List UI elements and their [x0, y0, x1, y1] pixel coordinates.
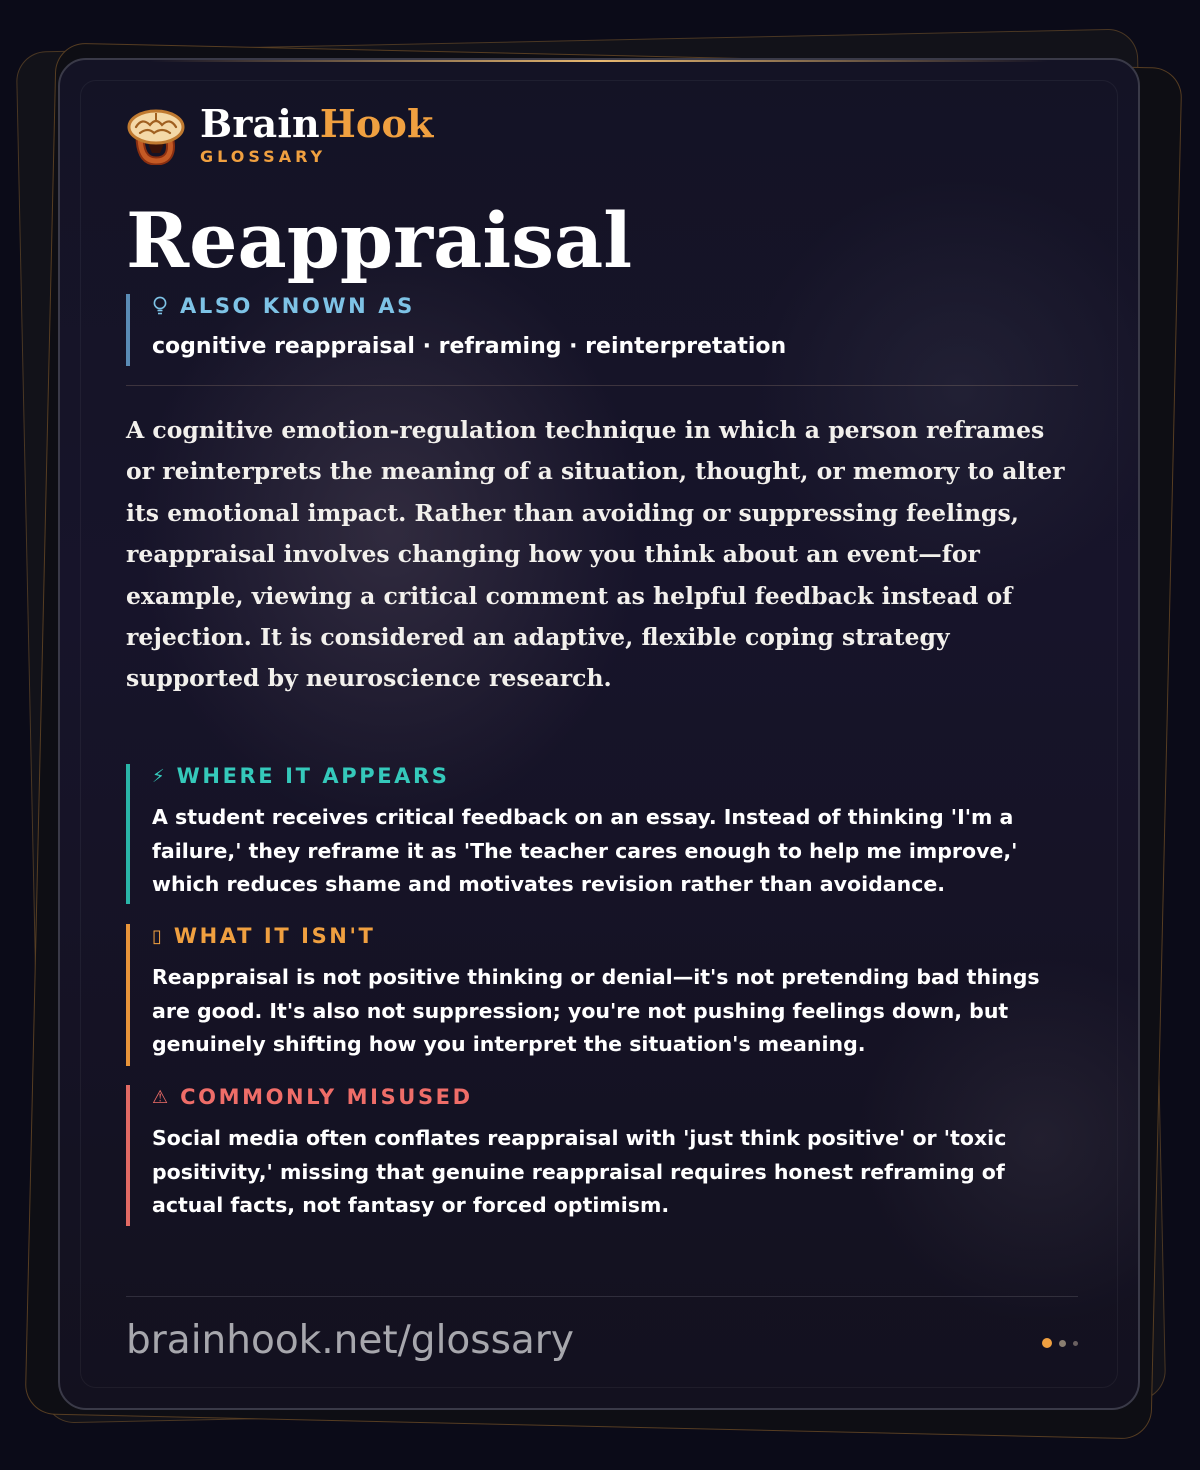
what-it-isnt-heading: WHAT IT ISN'T	[173, 924, 376, 948]
commonly-misused-section	[126, 1085, 1078, 1226]
brand-header	[126, 101, 434, 166]
pager-dot-active[interactable]	[1042, 1338, 1052, 1348]
what-it-isnt-section	[126, 924, 1078, 1066]
where-it-appears-heading: WHERE IT APPEARS	[176, 764, 450, 788]
brand-subtitle: GLOSSARY	[200, 147, 327, 166]
brand-name-part2: Hook	[319, 101, 434, 146]
lightning-icon: ⚡	[152, 765, 165, 787]
pager-dot[interactable]	[1059, 1340, 1066, 1347]
warning-icon: ⚠	[152, 1086, 169, 1108]
footer-url[interactable]: brainhook.net/glossary	[126, 1318, 574, 1363]
pager-dots	[1035, 1338, 1078, 1348]
definition-text: A cognitive emotion-regulation technique in which a person reframes or reinterprets the meaning of a situation, thought, or memory to alter its emotional impact. Rather than avoiding or suppressing feelings, reappraisal involves changing how you think about an event—for example, viewing a critical comment as helpful feedback instead of rejection. It is considered an adaptive, flexible coping strategy supported by neuroscience research.	[126, 416, 1065, 693]
also-known-as-heading: ALSO KNOWN AS	[180, 294, 415, 318]
footer-divider	[126, 1296, 1078, 1297]
brand-name	[200, 101, 434, 146]
section-divider	[126, 385, 1078, 386]
glossary-term: Reappraisal	[126, 196, 633, 285]
also-known-as-section	[126, 294, 786, 366]
missing-glyph-icon: ▯	[152, 925, 162, 947]
pager-dot[interactable]	[1073, 1341, 1078, 1346]
glossary-card	[58, 58, 1140, 1410]
where-it-appears-text: A student receives critical feedback on an essay. Instead of thinking 'I'm a failure,' they reframe it as 'The teacher cares enough to help me improve,' which reduces shame and motivates revision rather than avoidance.	[152, 805, 1018, 896]
what-it-isnt-heading-row	[152, 924, 1078, 948]
commonly-misused-heading: COMMONLY MISUSED	[180, 1085, 473, 1109]
commonly-misused-text: Social media often conflates reappraisal with 'just think positive' or 'toxic positivity,' missing that genuine reappraisal requires honest reframing of actual facts, not fantasy or forced optimism.	[152, 1126, 1007, 1217]
lightbulb-icon	[152, 295, 168, 317]
what-it-isnt-text: Reappraisal is not positive thinking or denial—it's not pretending bad things are good. It's also not suppression; you're not pushing feelings down, but genuinely shifting how you interpret the situation's meaning.	[152, 965, 1040, 1056]
commonly-misused-heading-row	[152, 1085, 1078, 1109]
brand-text	[200, 101, 434, 166]
brand-name-part1: Brain	[200, 101, 320, 146]
where-it-appears-heading-row	[152, 764, 1078, 788]
brain-hook-icon	[126, 105, 186, 165]
where-it-appears-section	[126, 764, 1078, 904]
also-known-as-terms: cognitive reappraisal · reframing · reinterpretation	[152, 334, 787, 359]
also-known-as-heading-row	[152, 294, 786, 318]
card-top-highlight	[150, 60, 1048, 62]
